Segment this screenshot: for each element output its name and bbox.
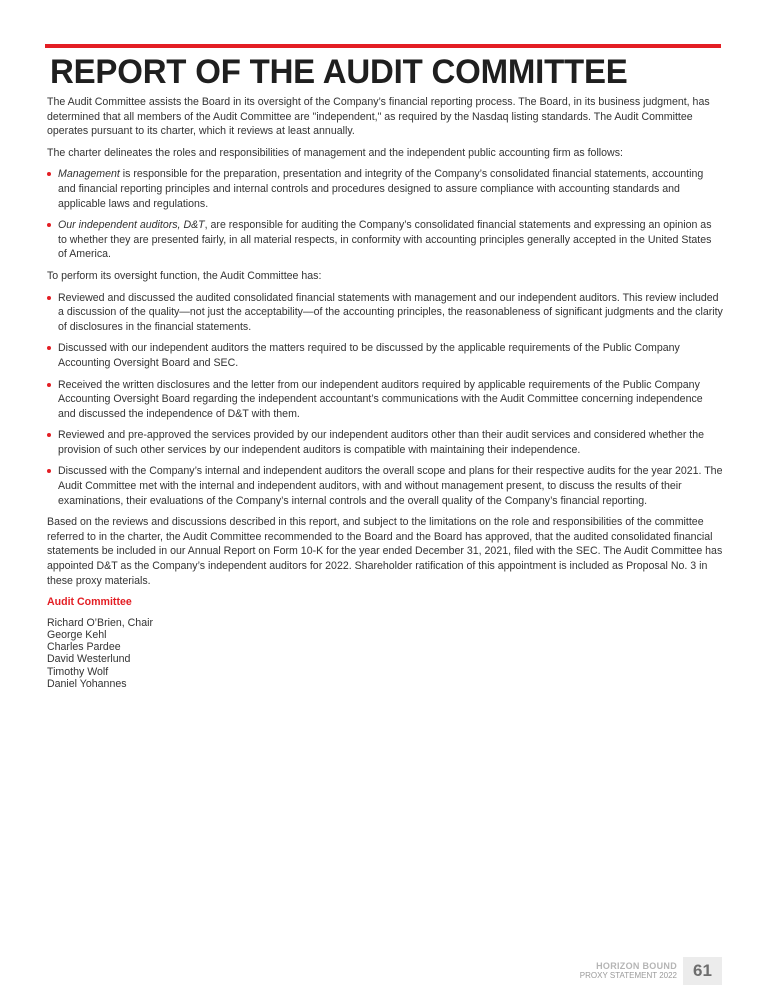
role-item-auditors (47, 218, 723, 262)
role-text: is responsible for the preparation, presentation and integrity of the Company’s consolidated financial statements, accounting and financial reporting principles and internal controls and procedures designed to assure compliance with accounting standards and applicable laws and regulations. (58, 168, 704, 210)
role-item-management (47, 167, 723, 211)
bullet-icon (47, 296, 51, 300)
footer-subtitle: PROXY STATEMENT 2022 (579, 971, 677, 980)
committee-member: Charles Pardee (47, 641, 121, 654)
footer-brand: HORIZON BOUND (596, 961, 677, 971)
action-text: Reviewed and discussed the audited consolidated financial statements with management and our independent auditors. This review included a discussion of the quality—not just the acceptability—of the accounting principles, the reasonableness of significant judgments and the clarity of disclosures in the financial statements. (58, 291, 723, 333)
header-accent-rule (45, 44, 721, 48)
bullet-icon (47, 223, 51, 227)
roles-list (47, 167, 723, 262)
committee-heading: Audit Committee (47, 596, 132, 609)
action-item (47, 428, 723, 457)
bullet-icon (47, 433, 51, 437)
action-text: Received the written disclosures and the letter from our independent auditors required by applicable requirements of the Public Company Accounting Oversight Board regarding the independent accountant’s communications with the Audit Committee concerning independence and discussed the independence of D&T with them. (58, 378, 703, 420)
bullet-icon (47, 469, 51, 473)
page-footer (580, 957, 722, 985)
action-text: Discussed with the Company’s internal and independent auditors the overall scope and plans for their respective audits for the year 2021. The Audit Committee met with the internal and independent auditors, with and without management present, to discuss the results of their examinations, their evaluations of the Company’s internal controls and the overall quality of the Company’s financial reporting. (58, 465, 723, 507)
page-title: REPORT OF THE AUDIT COMMITTEE (50, 53, 628, 91)
action-item (47, 378, 723, 422)
role-term: Management (58, 168, 120, 181)
report-body (47, 95, 723, 697)
committee-member: David Westerlund (47, 653, 131, 666)
bullet-icon (47, 346, 51, 350)
actions-list (47, 291, 723, 509)
committee-members-list (47, 617, 723, 690)
intro-paragraph: The Audit Committee assists the Board in its oversight of the Company’s financial reporting process. The Board, in its business judgment, has determined that all members of the Audit Committee are "independent," as required by the Nasdaq listing standards. The Audit Committee operates pursuant to its charter, which it reviews at least annually. (47, 96, 710, 138)
committee-member: Daniel Yohannes (47, 677, 127, 690)
page-number: 61 (683, 957, 722, 985)
bullet-icon (47, 172, 51, 176)
action-item (47, 291, 723, 335)
action-item (47, 341, 723, 370)
charter-lead-paragraph: The charter delineates the roles and responsibilities of management and the independent public accounting firm as follows: (47, 146, 623, 159)
bullet-icon (47, 383, 51, 387)
committee-member: George Kehl (47, 629, 107, 642)
committee-member: Richard O’Brien, Chair (47, 616, 153, 629)
action-item (47, 464, 723, 508)
action-text: Discussed with our independent auditors the matters required to be discussed by the applicable requirements of the Public Company Accounting Oversight Board and SEC. (58, 342, 680, 369)
action-text: Reviewed and pre-approved the services provided by our independent auditors other than their audit services and considered whether the provision of such other services by our independent auditors is compatible with maintaining their independence. (58, 429, 705, 456)
role-text: , are responsible for auditing the Company’s consolidated financial statements and expressing an opinion as to whether they are presented fairly, in all material respects, in conformity with accounting principles generally accepted in the United States of America. (58, 219, 712, 261)
committee-member: Timothy Wolf (47, 665, 109, 678)
role-term: Our independent auditors, D&T (58, 219, 205, 232)
conclusion-paragraph: Based on the reviews and discussions described in this report, and subject to the limitations on the role and responsibilities of the committee referred to in the charter, the Audit Committee recommended to the Board and the Board has approved, that the audited consolidated financial statements be included in our Annual Report on Form 10-K for the year ended December 31, 2021, filed with the SEC. The Audit Committee has appointed D&T as the Company’s independent auditors for 2022. Shareholder ratification of this appointment is included as Proposal No. 3 in these proxy materials. (47, 516, 723, 587)
footer-text-block (580, 961, 677, 981)
oversight-lead-paragraph: To perform its oversight function, the Audit Committee has: (47, 269, 322, 282)
